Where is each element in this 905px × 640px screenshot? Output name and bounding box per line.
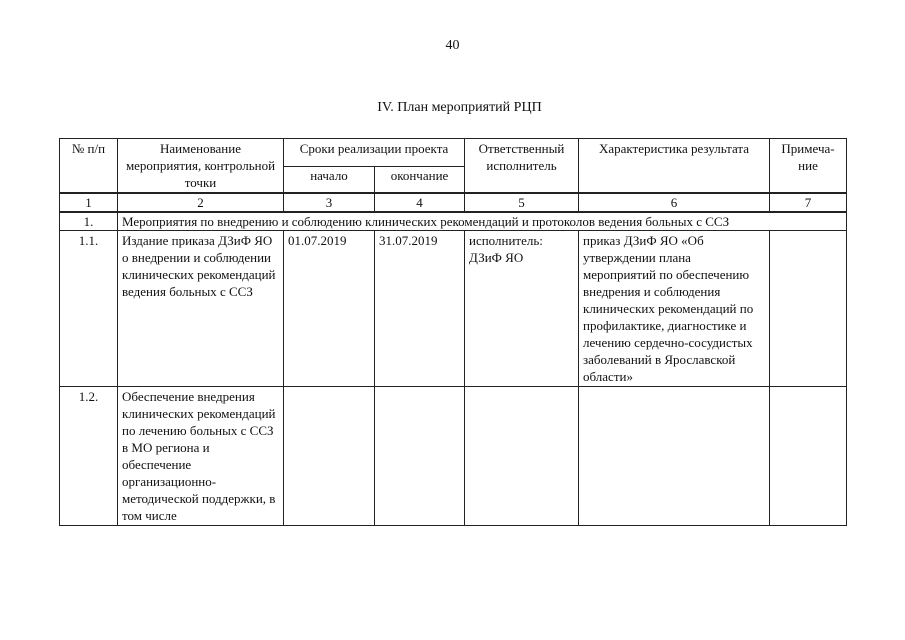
column-number: 5 bbox=[465, 193, 579, 212]
row-responsible: исполнитель: ДЗиФ ЯО bbox=[465, 231, 579, 387]
column-number-row bbox=[60, 193, 847, 212]
column-number: 6 bbox=[579, 193, 770, 212]
section-no: 1. bbox=[60, 212, 118, 231]
header-name: Наименование мероприятия, контрольной точки bbox=[118, 139, 284, 194]
row-name: Обеспечение внедрения клинических рекомендаций по лечению больных с ССЗ в МО региона и обеспечение организационно-методической поддержки, в том числе bbox=[118, 387, 284, 526]
row-end bbox=[375, 387, 465, 526]
table-row bbox=[60, 387, 847, 526]
row-no: 1.1. bbox=[60, 231, 118, 387]
column-number: 7 bbox=[770, 193, 847, 212]
page-number: 40 bbox=[445, 38, 460, 53]
row-result: приказ ДЗиФ ЯО «Об утверждении плана мероприятий по обеспечению внедрения и соблюдения клинических рекомендаций по профилактике, диагностике и лечению сердечно-сосудистых заболеваний в Ярославской области» bbox=[579, 231, 770, 387]
column-number: 4 bbox=[375, 193, 465, 212]
header-notes: Примеча-ние bbox=[770, 139, 847, 194]
header-start: начало bbox=[284, 167, 375, 193]
section-row bbox=[60, 212, 847, 231]
column-number: 2 bbox=[118, 193, 284, 212]
row-start: 01.07.2019 bbox=[284, 231, 375, 387]
plan-table bbox=[59, 138, 847, 526]
table-row bbox=[60, 231, 847, 387]
row-result bbox=[579, 387, 770, 526]
row-name: Издание приказа ДЗиФ ЯО о внедрении и соблюдении клинических рекомендаций ведения больных с ССЗ bbox=[118, 231, 284, 387]
row-no: 1.2. bbox=[60, 387, 118, 526]
header-row bbox=[60, 139, 847, 167]
header-responsible: Ответственный исполнитель bbox=[465, 139, 579, 194]
header-end: окончание bbox=[375, 167, 465, 193]
row-notes bbox=[770, 387, 847, 526]
row-responsible bbox=[465, 387, 579, 526]
row-notes bbox=[770, 231, 847, 387]
header-result: Характеристика результата bbox=[579, 139, 770, 194]
header-no: № п/п bbox=[60, 139, 118, 194]
column-number: 1 bbox=[60, 193, 118, 212]
header-terms: Сроки реализации проекта bbox=[284, 139, 465, 167]
row-start bbox=[284, 387, 375, 526]
column-number: 3 bbox=[284, 193, 375, 212]
row-end: 31.07.2019 bbox=[375, 231, 465, 387]
section-title: IV. План мероприятий РЦП bbox=[377, 100, 542, 115]
section-title-cell: Мероприятия по внедрению и соблюдению клинических рекомендаций и протоколов ведения больных с ССЗ bbox=[118, 212, 847, 231]
